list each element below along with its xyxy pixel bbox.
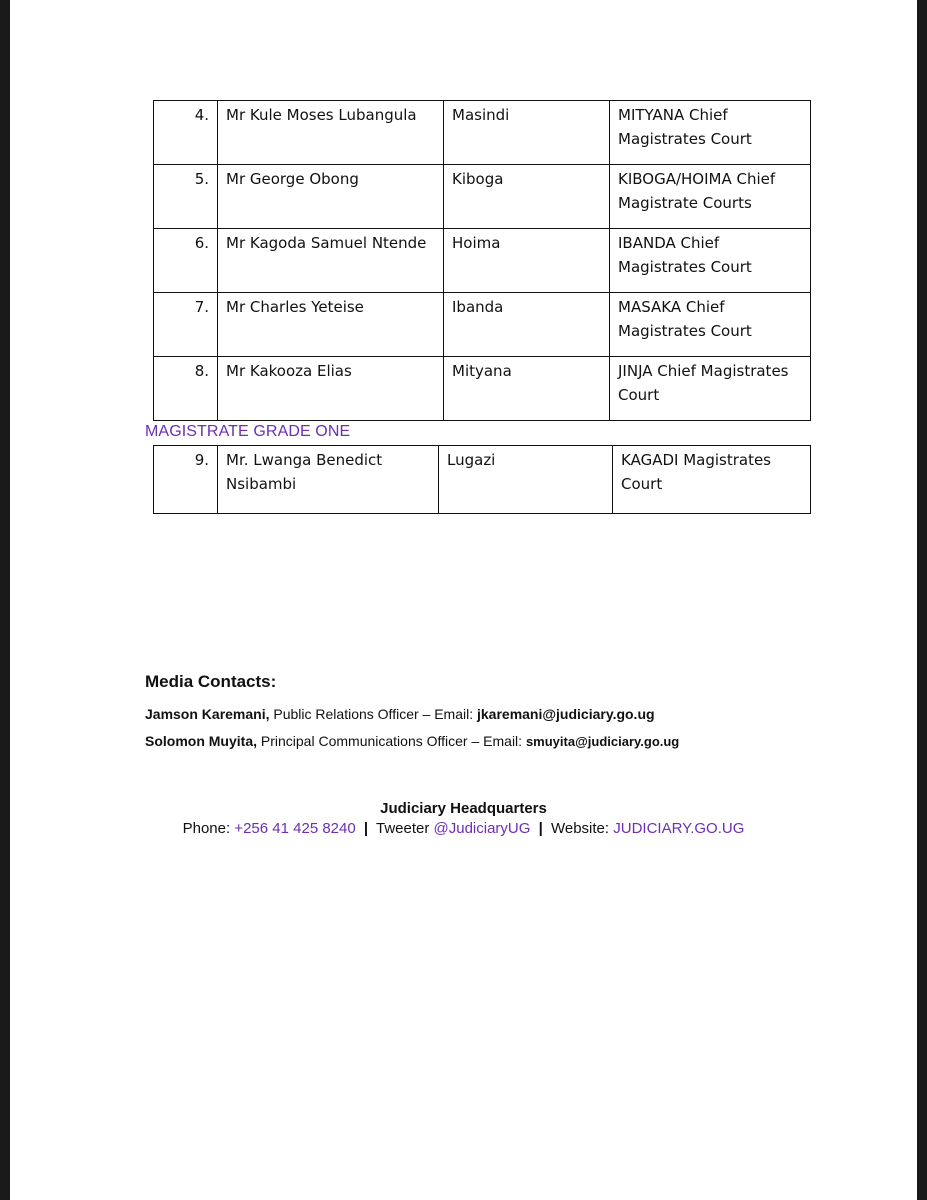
row-number: 6.	[154, 229, 218, 293]
from-station: Mityana	[444, 357, 610, 421]
contact-role: Public Relations Officer – Email:	[273, 706, 474, 722]
officer-name: Mr. Lwanga Benedict Nsibambi	[218, 446, 439, 514]
from-station: Masindi	[444, 101, 610, 165]
twitter-label: Tweeter	[375, 820, 430, 837]
media-contacts	[145, 672, 679, 760]
from-station: Lugazi	[439, 446, 613, 514]
table-row	[154, 165, 811, 229]
contact-email[interactable]: jkaremani@judiciary.go.ug	[477, 706, 655, 722]
officer-name: Mr Charles Yeteise	[218, 293, 444, 357]
website-link[interactable]: JUDICIARY.GO.UG	[613, 820, 745, 837]
media-contacts-title: Media Contacts:	[145, 672, 277, 691]
new-station: KIBOGA/HOIMA Chief Magistrate Courts	[610, 165, 811, 229]
table-row	[154, 293, 811, 357]
row-number: 5.	[154, 165, 218, 229]
table-row	[154, 357, 811, 421]
grade-one-table	[153, 445, 811, 514]
officer-name: Mr Kule Moses Lubangula	[218, 101, 444, 165]
officer-name: Mr Kagoda Samuel Ntende	[218, 229, 444, 293]
headquarters-title: Judiciary Headquarters	[380, 800, 547, 817]
contact-name: Solomon Muyita,	[145, 733, 257, 749]
row-number: 4.	[154, 101, 218, 165]
contact-role: Principal Communications Officer – Email:	[260, 733, 523, 749]
contact-name: Jamson Karemani,	[145, 706, 270, 722]
row-number: 7.	[154, 293, 218, 357]
document-page	[10, 0, 917, 1200]
officer-name: Mr George Obong	[218, 165, 444, 229]
from-station: Kiboga	[444, 165, 610, 229]
section-heading: MAGISTRATE GRADE ONE	[145, 423, 351, 440]
table-row	[154, 101, 811, 165]
website-label: Website:	[550, 820, 610, 837]
new-station: IBANDA Chief Magistrates Court	[610, 229, 811, 293]
transfer-table	[153, 100, 811, 421]
row-number: 9.	[154, 446, 218, 514]
new-station: MASAKA Chief Magistrates Court	[610, 293, 811, 357]
officer-name: Mr Kakooza Elias	[218, 357, 444, 421]
table-row	[154, 446, 811, 514]
contact-email[interactable]: smuyita@judiciary.go.ug	[525, 734, 680, 749]
from-station: Ibanda	[444, 293, 610, 357]
table-row	[154, 229, 811, 293]
footer	[10, 800, 917, 837]
new-station: JINJA Chief Magistrates Court	[610, 357, 811, 421]
contact-muyita	[145, 733, 679, 749]
footer-contact-line	[10, 820, 917, 837]
phone-number[interactable]: +256 41 425 8240	[234, 820, 356, 837]
contact-karemani	[145, 706, 679, 722]
separator: |	[538, 820, 543, 837]
separator: |	[363, 820, 369, 837]
new-station: MITYANA Chief Magistrates Court	[610, 101, 811, 165]
new-station: KAGADI Magistrates Court	[613, 446, 811, 514]
twitter-handle[interactable]: @JudiciaryUG	[433, 820, 531, 837]
from-station: Hoima	[444, 229, 610, 293]
phone-label: Phone:	[182, 820, 231, 837]
row-number: 8.	[154, 357, 218, 421]
